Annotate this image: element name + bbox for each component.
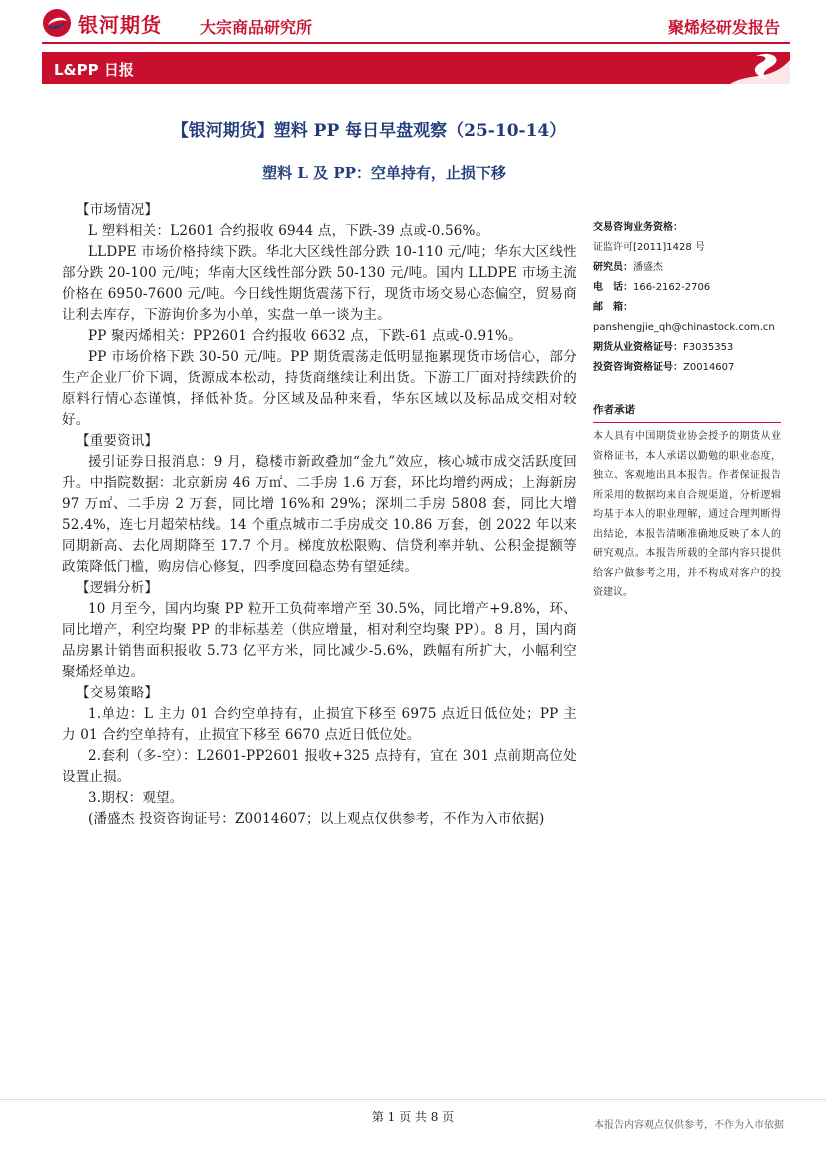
researcher-label: 研究员： — [593, 262, 633, 273]
phone-number: 166-2162-2706 — [633, 282, 711, 293]
consult-cert-label: 投资咨询资格证号： — [593, 362, 683, 373]
swoosh-icon — [710, 52, 790, 84]
researcher-name: 潘盛杰 — [633, 262, 663, 273]
banner-title: L&PP 日报 — [54, 61, 134, 79]
commitment-divider — [593, 422, 781, 423]
disclaimer-note: 本报告内容观点仅供参考，不作为入市依据 — [594, 1120, 784, 1131]
company-logo — [42, 8, 162, 38]
section-banner — [42, 52, 790, 84]
body-paragraph: L 塑料相关：L2601 合约报收 6944 点，下跌-39 点或-0.56%。 — [88, 223, 490, 239]
body-paragraph: PP 市场价格下跌 30-50 元/吨。PP 期货震荡走低明显拖累现货市场信心，部分生产企业厂价下调，货源成本松动，持货商继续让利出货。下游工厂面对持续跌价的原料行情心态谨慎，择低补货。分区域及品种来看，华东区域以及标品成交相对较好。 — [62, 349, 577, 428]
institute-name: 大宗商品研究所 — [200, 18, 313, 37]
email-address[interactable]: panshengjie_qh@chinastock.com.cn — [593, 322, 775, 333]
body-paragraph: 援引证券日报消息：9 月，稳楼市新政叠加“金九”效应，核心城市成交活跃度回升。中指院数据：北京新房 46 万㎡、二手房 1.6 万套，环比均增约两成；上海新房 97 万㎡、二手房 2 万套，同比增 16%和 29%；深圳二手房 5808 套，同比大增 52.4%，连七月超荣枯线。14 个重点城市二手房成交 10.86 万套，创 2022 年以来同期新高、去化周期降至 17.7 个月。梯度放松限购、信贷利率并轨、公积金提额等政策降低门槛，购房信心修复，四季度回稳态势有望延续。 — [62, 454, 577, 575]
license-number: 证监许可[2011]1428 号 — [593, 242, 705, 253]
phone-label: 电 话： — [593, 282, 633, 293]
report-body — [62, 200, 577, 830]
futures-cert-label: 期货从业资格证号： — [593, 342, 683, 353]
qualification-label: 交易咨询业务资格： — [593, 222, 683, 233]
body-paragraph: LLDPE 市场价格持续下跌。华北大区线性部分跌 10-110 元/吨；华东大区线性部分跌 20-100 元/吨；华南大区线性部分跌 50-130 元/吨。国内 LLDPE 市场主流价格在 6950-7600 元/吨。今日线性期货震荡下行，现货市场交易心态偏空，贸易商让利去库存，下游询价多为小单，实盘一单一谈为主。 — [62, 244, 577, 323]
galaxy-logo-icon — [42, 8, 72, 38]
author-sidebar — [593, 218, 793, 603]
section-heading: 【重要资讯】 — [76, 433, 159, 449]
body-paragraph: PP 聚丙烯相关：PP2601 合约报收 6632 点，下跌-61 点或-0.91%。 — [88, 328, 522, 344]
body-paragraph: 3.期权：观望。 — [88, 790, 184, 806]
body-paragraph: (潘盛杰 投资咨询证号：Z0014607；以上观点仅供参考，不作为入市依据) — [88, 811, 545, 827]
page-number: 第 1 页 共 8 页 — [371, 1110, 455, 1124]
report-type: 聚烯烃研发报告 — [667, 18, 780, 37]
header-divider — [42, 42, 790, 44]
report-subtitle: 塑料 L 及 PP：空单持有，止损下移 — [262, 164, 506, 182]
commitment-text: 本人具有中国期货业协会授予的期货从业资格证书，本人承诺以勤勉的职业态度，独立、客观地出具本报告。作者保证报告所采用的数据均来自合规渠道，分析逻辑均基于本人的职业理解，通过合理判断得出结论，本报告清晰准确地反映了本人的研究观点。本报告所载的全部内容只提供给客户做参考之用，并不构成对客户的投资建议。 — [593, 431, 781, 598]
section-heading: 【交易策略】 — [76, 685, 159, 701]
commitment-title: 作者承诺 — [593, 404, 635, 416]
logo-text: 银河期货 — [78, 12, 162, 37]
futures-cert-number: F3035353 — [683, 342, 734, 353]
section-heading: 【逻辑分析】 — [76, 580, 159, 596]
email-label: 邮 箱： — [593, 302, 633, 313]
body-paragraph: 2.套利（多-空）：L2601-PP2601 报收+325 点持有，宜在 301 点前期高位处设置止损。 — [62, 748, 577, 785]
consult-cert-number: Z0014607 — [683, 362, 735, 373]
body-paragraph: 10 月至今，国内均聚 PP 粒开工负荷率增产至 30.5%，同比增产+9.8%，环、同比增产，利空均聚 PP 的非标基差（供应增量，相对利空均聚 PP）。8 月，国内商品房累计销售面积报收 5.73 亿平方米，同比减少-5.6%，跌幅有所扩大，小幅利空聚烯烃单边。 — [62, 601, 577, 680]
footer-divider — [0, 1099, 826, 1100]
body-paragraph: 1.单边：L 主力 01 合约空单持有，止损宜下移至 6975 点近日低位处；PP 主力 01 合约空单持有，止损宜下移至 6670 点近日低位处。 — [62, 706, 577, 743]
report-title: 【银河期货】塑料 PP 每日早盘观察（25-10-14） — [171, 121, 567, 141]
section-heading: 【市场情况】 — [76, 202, 159, 218]
